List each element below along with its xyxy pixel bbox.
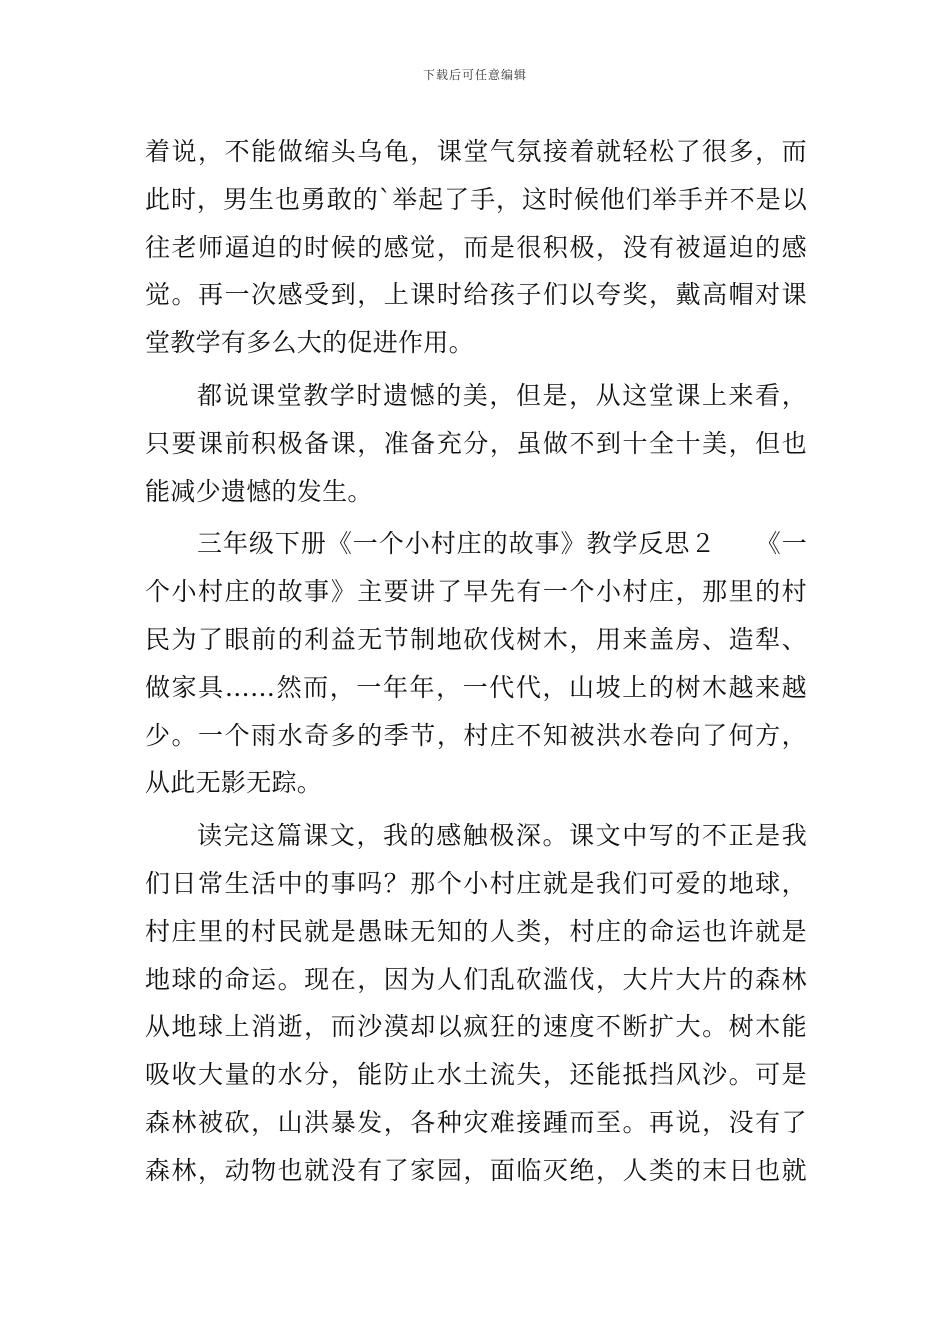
paragraph-1 <box>145 128 807 367</box>
text-line: 能减少遗憾的发生。 <box>145 476 373 506</box>
paragraph-2 <box>145 372 807 515</box>
document-body <box>145 128 807 1195</box>
paragraph-3 <box>145 520 807 807</box>
text-line: 从地球上消逝，而沙漠却以疯狂的速度不断扩大。树木能 <box>145 1012 807 1042</box>
text-line: 此时，男生也勇敢的`举起了手，这时候他们举手并不是以 <box>145 184 807 214</box>
text-line: 森林，动物也就没有了家园，面临灭绝，人类的末日也就 <box>145 1155 807 1185</box>
text-line: 个小村庄的故事》主要讲了早先有一个小村庄，那里的村 <box>145 577 807 607</box>
text-line: 三年级下册《一个小村庄的故事》教学反思２ 《一 <box>197 529 807 559</box>
paragraph-4 <box>145 812 807 1194</box>
text-line: 都说课堂教学时遗憾的美，但是，从这堂课上来看， <box>197 380 807 410</box>
text-line: 民为了眼前的利益无节制地砍伐树木，用来盖房、造犁、 <box>145 624 807 654</box>
text-line: 村庄里的村民就是愚昧无知的人类，村庄的命运也许就是 <box>145 916 807 946</box>
text-line: 往老师逼迫的时候的感觉，而是很积极，没有被逼迫的感 <box>145 232 807 262</box>
text-line: 从此无影无踪。 <box>145 768 323 798</box>
text-line: 森林被砍，山洪暴发，各种灾难接踵而至。再说，没有了 <box>145 1107 807 1137</box>
text-line: 吸收大量的水分，能防止水土流失，还能抵挡风沙。可是 <box>145 1060 807 1090</box>
text-line: 读完这篇课文，我的感触极深。课文中写的不正是我 <box>197 821 807 851</box>
text-line: 着说，不能做缩头乌龟，课堂气氛接着就轻松了很多，而 <box>145 137 807 166</box>
text-line: 少。一个雨水奇多的季节，村庄不知被洪水卷向了何方， <box>145 720 807 750</box>
page-header-note: 下载后可任意编辑 <box>422 68 527 82</box>
text-line: 只要课前积极备课，准备充分，虽做不到十全十美，但也 <box>145 428 807 458</box>
text-line: 做家具……然而，一年年，一代代，山坡上的树木越来越 <box>145 672 807 702</box>
text-line: 们日常生活中的事吗？那个小村庄就是我们可爱的地球， <box>145 868 807 898</box>
text-line: 地球的命运。现在，因为人们乱砍滥伐，大片大片的森林 <box>145 964 807 994</box>
text-line: 堂教学有多么大的促进作用。 <box>145 328 474 358</box>
text-line: 觉。再一次感受到，上课时给孩子们以夸奖，戴高帽对课 <box>145 280 807 310</box>
